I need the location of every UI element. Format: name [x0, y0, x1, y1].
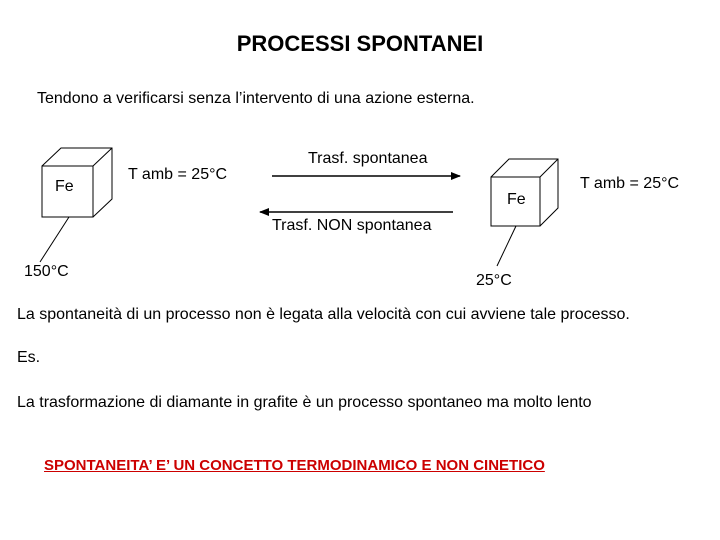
conclusion-text: SPONTANEITA’ E’ UN CONCETTO TERMODINAMICO E NON CINETICO [44, 457, 545, 474]
right-cube-label: Fe [507, 191, 526, 208]
slide-title: PROCESSI SPONTANEI [236, 31, 484, 56]
left-cube-label: Fe [55, 178, 74, 195]
slide-subtitle: Tendono a verificarsi senza l’intervento di una azione esterna. [37, 90, 475, 107]
example-label: Es. [17, 349, 41, 366]
left-cube-temp: 150°C [24, 263, 69, 280]
left-cube [42, 148, 112, 217]
right-cube-pointer [497, 226, 516, 266]
left-temp-amb: T amb = 25°C [128, 166, 228, 183]
arrow-spontaneous-label: Trasf. spontanea [308, 150, 428, 167]
left-cube-pointer [40, 217, 69, 262]
right-cube-temp: 25°C [476, 272, 512, 289]
example-text: La trasformazione di diamante in grafite è un processo spontaneo ma molto lento [17, 394, 592, 411]
statement-text: La spontaneità di un processo non è legata alla velocità con cui avviene tale processo. [17, 306, 630, 323]
arrow-non-spontaneous-label: Trasf. NON spontanea [272, 217, 432, 234]
right-temp-amb: T amb = 25°C [580, 175, 680, 192]
